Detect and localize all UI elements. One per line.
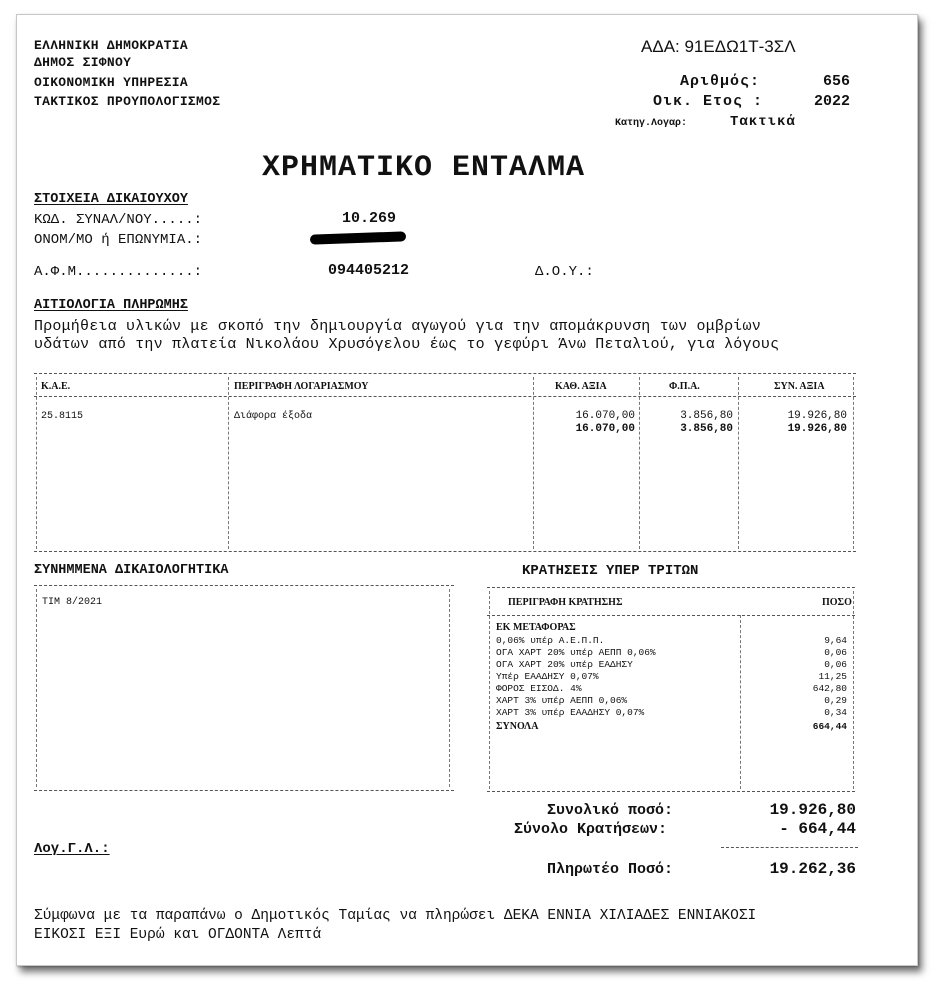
- doy-label: Δ.Ο.Υ.:: [535, 264, 594, 280]
- summary-total-value: 19.926,80: [769, 801, 856, 819]
- col-header-description: ΠΕΡΙΓΡΑΦΗ ΛΟΓΑΡΙΑΣΜΟΥ: [234, 381, 369, 392]
- beneficiary-heading: ΣΤΟΙΧΕΙΑ ΔΙΚΑΙΟΥΧΟΥ: [34, 192, 188, 207]
- withholding-row-desc: ΟΓΑ ΧΑΡΤ 20% υπέρ ΕΑΔΗΣΥ: [496, 659, 633, 670]
- afm-value: 094405212: [328, 262, 410, 279]
- fiscal-year-value: 2022: [814, 93, 851, 110]
- fiscal-year-label: Οικ. Ετος :: [653, 93, 764, 110]
- col-header-net-value: ΚΑΘ. ΑΞΙΑ: [555, 381, 607, 392]
- withholding-row-desc: 0,06% υπέρ Α.Ε.Π.Π.: [496, 635, 605, 646]
- col-header-vat: Φ.Π.Α.: [669, 381, 700, 392]
- header-line-budget: ΤΑΚΤΙΚΟΣ ΠΡΟΥΠΟΛΟΓΙΣΜΟΣ: [34, 94, 221, 109]
- summary-withholdings-label: Σύνολο Κρατήσεων:: [514, 821, 668, 838]
- summary-total-label: Συνολικό ποσό:: [547, 802, 674, 819]
- header-line-service: ΟΙΚΟΝΟΜΙΚΗ ΥΠΗΡΕΣΙΑ: [34, 75, 188, 90]
- withholding-row-desc: ΧΑΡΤ 3% υπέρ ΕΑΑΔΗΣΥ 0,07%: [496, 707, 645, 718]
- reason-heading: ΑΙΤΙΟΛΟΓΙΑ ΠΛΗΡΩΜΗΣ: [34, 298, 188, 313]
- category-value: Τακτικά: [730, 114, 796, 130]
- withholding-row-amount: 9,64: [824, 635, 847, 646]
- ada-code: ΑΔΑ: 91ΕΔΩ1Τ-3ΣΛ: [641, 37, 796, 56]
- payable-value: 19.262,36: [769, 860, 856, 878]
- col-header-kae: Κ.Α.Ε.: [41, 381, 71, 392]
- number-label: Αριθμός:: [680, 73, 761, 90]
- withholding-row-amount: 642,80: [812, 683, 847, 694]
- contractor-code-value: 10.269: [342, 210, 397, 227]
- reason-line-2: υδάτων από την πλατεία Νικολάου Χρυσόγελου έως το γεφύρι Άνω Πεταλιού, για λόγους: [34, 336, 780, 353]
- number-value: 656: [823, 73, 851, 90]
- withholding-row-amount: 0,06: [824, 659, 847, 670]
- redacted-name: [310, 231, 406, 244]
- payment-order-document: [16, 14, 918, 966]
- footer-line-1: Σύμφωνα με τα παραπάνω ο Δημοτικός Ταμίας να πληρώσει ΔΕΚΑ ΕΝΝΙΑ ΧΙΛΙΑΔΕΣ ΕΝΝΙΑΚΟΣΙ: [34, 908, 757, 924]
- withholding-row-amount: 0,06: [824, 647, 847, 658]
- withholding-row-amount: 0,34: [824, 707, 847, 718]
- total-total-value: 19.926,80: [787, 423, 847, 435]
- row-total-value: 19.926,80: [787, 410, 847, 422]
- document-title: ΧΡΗΜΑΤΙΚΟ ΕΝΤΑΛΜΑ: [262, 151, 586, 185]
- withholding-col-amount: ΠΟΣΟ: [822, 597, 852, 608]
- withholding-carry-forward: ΕΚ ΜΕΤΑΦΟΡΑΣ: [496, 622, 576, 633]
- header-line-municipality: ΔΗΜΟΣ ΣΙΦΝΟΥ: [34, 55, 132, 70]
- category-label: Κατηγ.Λογαρ:: [615, 118, 688, 129]
- col-header-total-value: ΣΥΝ. ΑΞΙΑ: [774, 381, 825, 392]
- withholding-col-description: ΠΕΡΙΓΡΑΦΗ ΚΡΑΤΗΣΗΣ: [508, 597, 623, 608]
- payable-label: Πληρωτέο Ποσό:: [547, 861, 674, 878]
- row-description: Διάφορα έξοδα: [234, 411, 313, 422]
- contractor-code-label: ΚΩΔ. ΣΥΝΑΛ/ΝΟΥ.....:: [34, 212, 203, 228]
- row-vat: 3.856,80: [680, 410, 733, 422]
- reason-line-1: Προμήθεια υλικών με σκοπό την δημιουργία αγωγού για την απομάκρυνση των ομβρίων: [34, 318, 761, 335]
- withholding-row-desc: Υπέρ ΕΑΑΔΗΣΥ 0,07%: [496, 671, 599, 682]
- withholding-total-label: ΣΥΝΟΛΑ: [496, 721, 539, 732]
- afm-label: Α.Φ.Μ..............:: [34, 264, 203, 280]
- summary-withholdings-value: - 664,44: [779, 820, 856, 838]
- name-label: ΟΝΟΜ/ΜΟ ή ΕΠΩΝΥΜΙΑ.:: [34, 232, 203, 248]
- withholding-row-amount: 11,25: [818, 671, 847, 682]
- header-line-state: ΕΛΛΗΝΙΚΗ ΔΗΜΟΚΡΑΤΙΑ: [34, 38, 188, 53]
- attachments-heading: ΣΥΝΗΜΜΕΝΑ ΔΙΚΑΙΟΛΟΓΗΤΙΚΑ: [34, 563, 229, 578]
- withholding-total-amount: 664,44: [812, 721, 847, 732]
- row-net-value: 16.070,00: [575, 410, 635, 422]
- total-net-value: 16.070,00: [575, 423, 635, 435]
- footer-line-2: ΕΙΚΟΣΙ ΕΞΙ Ευρώ και ΟΓΔΟΝΤΑ Λεπτά: [34, 927, 322, 943]
- withholding-row-desc: ΦΟΡΟΣ ΕΙΣΟΔ. 4%: [496, 683, 582, 694]
- withholding-row-desc: ΧΑΡΤ 3% υπέρ ΑΕΠΠ 0,06%: [496, 695, 628, 706]
- withholding-row-desc: ΟΓΑ ΧΑΡΤ 20% υπέρ ΑΕΠΠ 0,06%: [496, 647, 656, 658]
- summary-divider: [721, 847, 858, 848]
- attachment-item: ΤΙΜ 8/2021: [42, 597, 103, 608]
- total-vat: 3.856,80: [680, 423, 733, 435]
- withholding-row-amount: 0,29: [824, 695, 847, 706]
- withholdings-heading: ΚΡΑΤΗΣΕΙΣ ΥΠΕΡ ΤΡΙΤΩΝ: [522, 563, 699, 579]
- log-gl-label: Λογ.Γ.Λ.:: [34, 841, 110, 857]
- row-kae: 25.8115: [41, 411, 84, 422]
